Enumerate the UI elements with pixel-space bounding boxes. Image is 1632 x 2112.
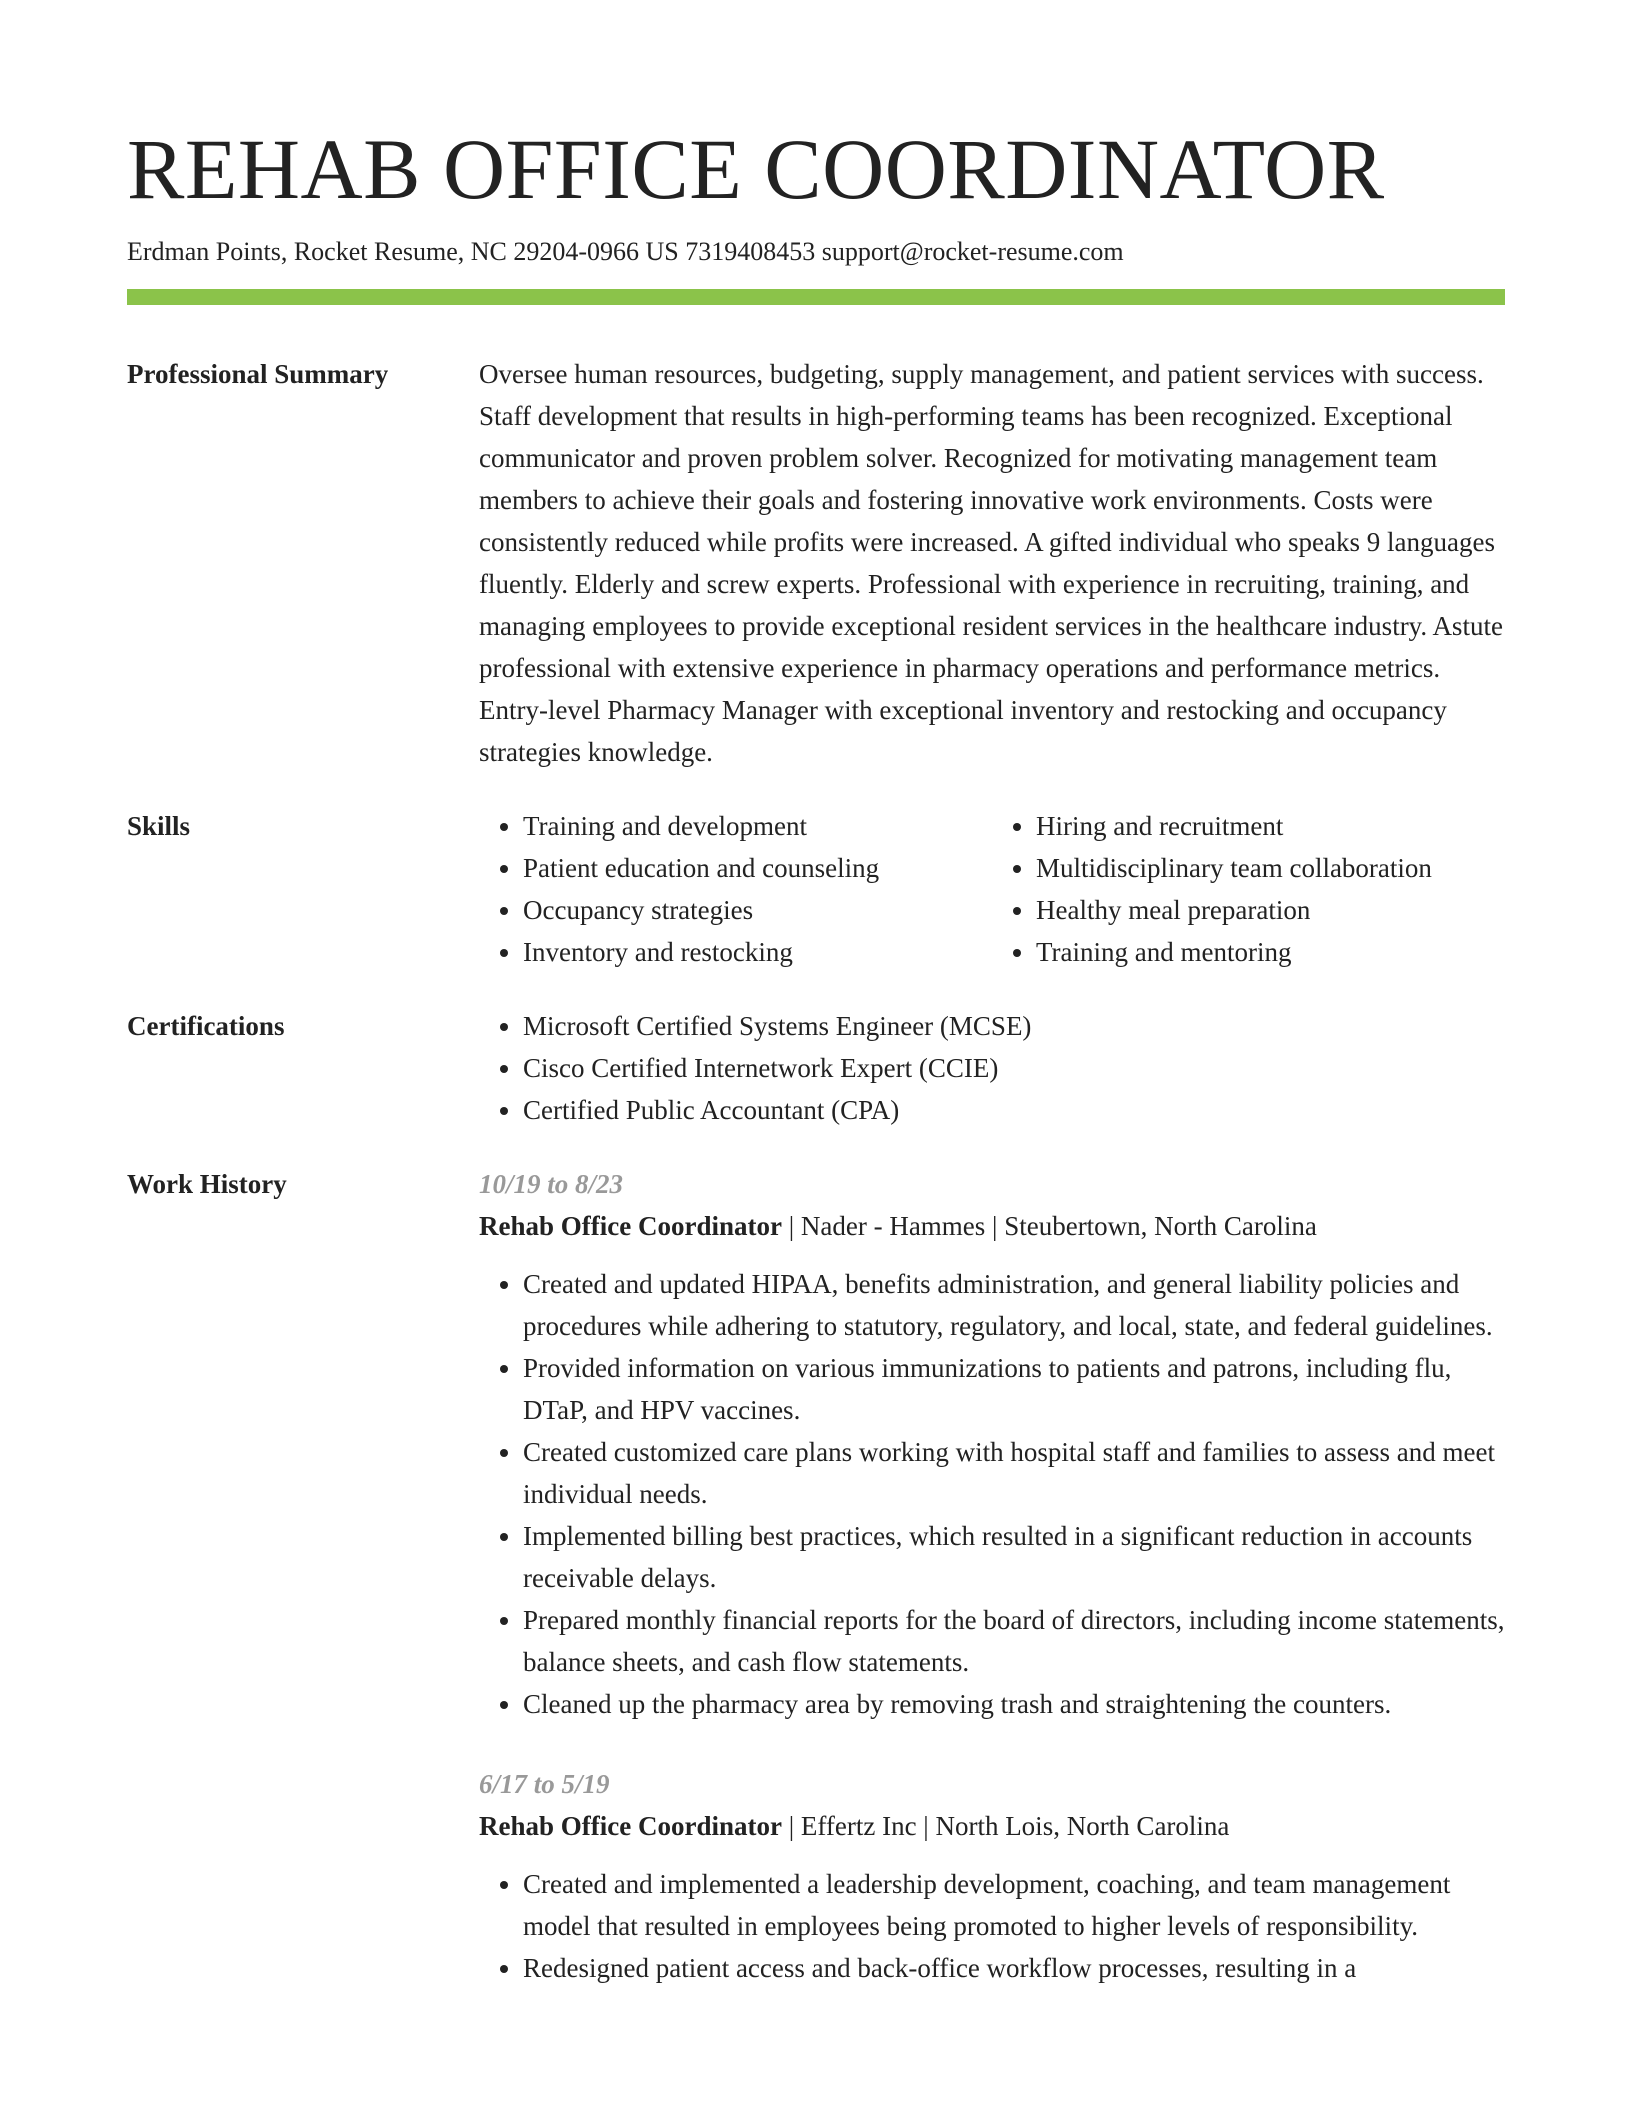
summary-body — [479, 353, 1505, 773]
job-bullet: • Cleaned up the pharmacy area by removing trash and straightening the counters. — [523, 1683, 1505, 1725]
skill-item: • Patient education and counseling — [523, 847, 992, 889]
job-heading — [479, 1805, 1505, 1847]
job-heading — [479, 1205, 1505, 1247]
job-bullet: • Created and implemented a leadership development, coaching, and team management model that resulted in employees being promoted to higher levels of responsibility. — [523, 1863, 1505, 1947]
job-bullet: • Created customized care plans working with hospital staff and families to assess and meet individual needs. — [523, 1431, 1505, 1515]
job-employer-location: | Effertz Inc | North Lois, North Carolina — [781, 1810, 1230, 1841]
skill-item: • Inventory and restocking — [523, 931, 992, 973]
skill-item: • Training and mentoring — [1036, 931, 1505, 973]
summary-section — [127, 353, 1505, 773]
certifications-list — [479, 1005, 1505, 1131]
job-entry — [479, 1763, 1505, 1989]
skill-item: • Multidisciplinary team collaboration — [1036, 847, 1505, 889]
contact-info: Erdman Points, Rocket Resume, NC 29204-0966 US 7319408453 support@rocket-resume.com — [127, 237, 1124, 267]
work-history-body — [479, 1163, 1505, 1989]
job-dates: 10/19 to 8/23 — [479, 1168, 624, 1199]
job-employer-location: | Nader - Hammes | Steubertown, North Carolina — [781, 1210, 1317, 1241]
summary-label: Professional Summary — [127, 358, 389, 389]
job-bullets — [479, 1263, 1505, 1725]
job-bullets — [479, 1863, 1505, 1989]
work-history-section — [127, 1163, 1505, 1989]
summary-text: Oversee human resources, budgeting, supply management, and patient services with success. Staff development that results in high-performing teams has been recognized. Exceptional communicator and proven problem solver. Recognized for motivating management team members to achieve their goals and fostering innovative work environments. Costs were consistently reduced while profits were increased. A gifted individual who speaks 9 languages fluently. Elderly and screw experts. Professional with experience in recruiting, training, and managing employees to provide exceptional resident services in the healthcare industry. Astute professional with extensive experience in pharmacy operations and performance metrics. Entry-level Pharmacy Manager with exceptional inventory and restocking and occupancy strategies knowledge. — [479, 358, 1503, 767]
header-divider — [127, 289, 1505, 305]
certification-item: • Certified Public Accountant (CPA) — [523, 1089, 1505, 1131]
skills-list-right — [992, 805, 1505, 973]
skill-item: • Hiring and recruitment — [1036, 805, 1505, 847]
skills-grid — [479, 805, 1505, 973]
job-entry — [479, 1163, 1505, 1725]
job-bullet: • Implemented billing best practices, which resulted in a significant reduction in accounts receivable delays. — [523, 1515, 1505, 1599]
certification-item: • Microsoft Certified Systems Engineer (MCSE) — [523, 1005, 1505, 1047]
job-bullet: • Provided information on various immunizations to patients and patrons, including flu, DTaP, and HPV vaccines. — [523, 1347, 1505, 1431]
skill-item: • Occupancy strategies — [523, 889, 992, 931]
job-bullet: • Prepared monthly financial reports for the board of directors, including income statements, balance sheets, and cash flow statements. — [523, 1599, 1505, 1683]
skills-list-left — [479, 805, 992, 973]
certifications-section — [127, 1005, 1505, 1131]
skill-item: • Training and development — [523, 805, 992, 847]
job-title: Rehab Office Coordinator — [479, 1210, 782, 1241]
work-history-label: Work History — [127, 1168, 287, 1199]
skill-item: • Healthy meal preparation — [1036, 889, 1505, 931]
job-bullet: • Created and updated HIPAA, benefits administration, and general liability policies and procedures while adhering to statutory, regulatory, and local, state, and federal guidelines. — [523, 1263, 1505, 1347]
resume-title: REHAB OFFICE COORDINATOR — [127, 121, 1385, 217]
job-title: Rehab Office Coordinator — [479, 1810, 782, 1841]
job-dates: 6/17 to 5/19 — [479, 1768, 610, 1799]
skills-label: Skills — [127, 810, 191, 841]
certifications-body — [479, 1005, 1505, 1131]
certifications-label: Certifications — [127, 1010, 285, 1041]
job-bullet: • Redesigned patient access and back-office workflow processes, resulting in a — [523, 1947, 1505, 1989]
certification-item: • Cisco Certified Internetwork Expert (CCIE) — [523, 1047, 1505, 1089]
skills-section — [127, 805, 1505, 973]
